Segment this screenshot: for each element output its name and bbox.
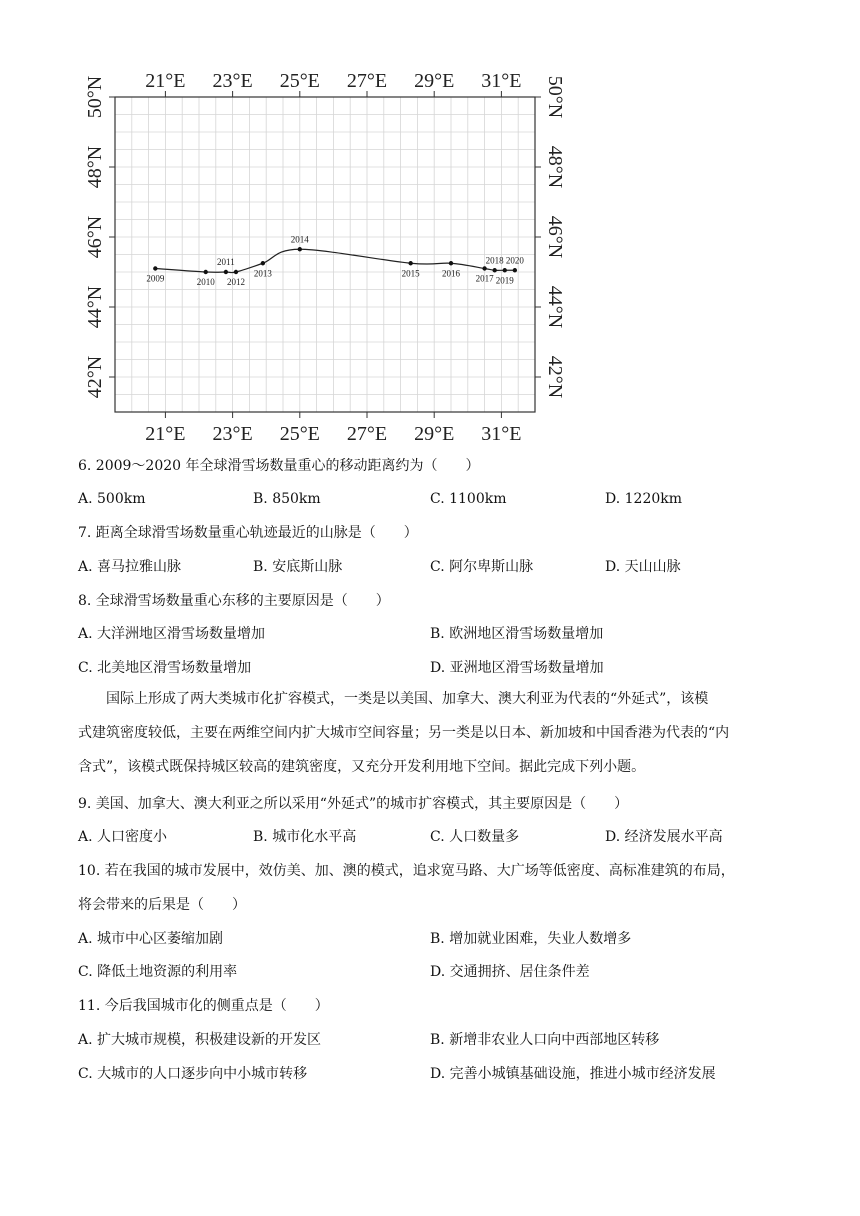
passage-line-2: 式建筑密度较低，主要在两维空间内扩大城市空间容量；另一类是以日本、新加坡和中国香港为代表的“内 — [78, 725, 730, 741]
year-label: 2020 — [505, 255, 524, 266]
year-label: 2019 — [495, 275, 514, 286]
tick-label-right: 42°N — [544, 355, 566, 399]
question-10-line-1: 10. 若在我国的城市发展中，效仿美、加、澳的模式，追求宽马路、大广场等低密度、高标准建筑的布局， — [78, 863, 735, 879]
q7-option-c[interactable]: C. 阿尔卑斯山脉 — [430, 559, 534, 575]
year-label: 2012 — [226, 277, 245, 287]
tick-label-left: 48°N — [84, 145, 106, 189]
tick-label-top: 27°E — [346, 70, 388, 92]
tick-label-bottom: 27°E — [346, 423, 388, 445]
question-7: 7. 距离全球滑雪场数量重心轨迹最近的山脉是（ ） — [78, 525, 418, 541]
tick-label-right: 46°N — [544, 215, 566, 259]
tick-label-bottom: 31°E — [481, 423, 522, 445]
q10-option-a[interactable]: A. 城市中心区萎缩加剧 — [78, 931, 224, 947]
centroid-point — [298, 247, 302, 251]
centroid-point — [492, 268, 496, 272]
centroid-point — [153, 266, 157, 270]
centroid-point — [204, 270, 208, 274]
tick-label-right: 44°N — [544, 285, 566, 329]
ski-resort-centroid-map — [80, 60, 566, 450]
q7-option-a[interactable]: A. 喜马拉雅山脉 — [78, 559, 182, 575]
q11-option-d[interactable]: D. 完善小城镇基础设施，推进小城市经济发展 — [430, 1066, 716, 1082]
q6-option-d[interactable]: D. 1220km — [605, 491, 683, 507]
centroid-point — [449, 261, 453, 265]
q8-option-d[interactable]: D. 亚洲地区滑雪场数量增加 — [430, 660, 604, 676]
tick-label-right: 50°N — [544, 75, 566, 119]
tick-label-top: 25°E — [279, 70, 320, 92]
tick-label-bottom: 23°E — [212, 423, 253, 445]
tick-label-top: 31°E — [481, 70, 522, 92]
tick-label-bottom: 25°E — [279, 423, 320, 445]
q8-option-b[interactable]: B. 欧洲地区滑雪场数量增加 — [430, 626, 604, 642]
q9-option-c[interactable]: C. 人口数量多 — [430, 829, 520, 845]
q7-option-b[interactable]: B. 安底斯山脉 — [253, 559, 343, 575]
q8-option-a[interactable]: A. 大洋洲地区滑雪场数量增加 — [78, 626, 266, 642]
centroid-trajectory-line — [155, 249, 515, 272]
tick-label-top: 29°E — [414, 70, 455, 92]
tick-label-top: 21°E — [145, 70, 186, 92]
centroid-point — [503, 268, 507, 272]
q10-option-b[interactable]: B. 增加就业困难，失业人数增多 — [430, 931, 632, 947]
year-label: 2018 — [485, 255, 504, 266]
passage-line-1: 国际上形成了两大类城市化扩容模式，一类是以美国、加拿大、澳大利亚为代表的“外延式”，该模 — [106, 691, 709, 707]
question-8: 8. 全球滑雪场数量重心东移的主要原因是（ ） — [78, 593, 390, 609]
reading-passage — [78, 682, 784, 784]
year-label: 2014 — [290, 234, 309, 245]
year-label: 2015 — [401, 268, 420, 279]
centroid-point — [482, 266, 486, 270]
tick-label-left: 46°N — [84, 215, 106, 259]
q6-option-c[interactable]: C. 1100km — [430, 491, 507, 507]
question-6: 6. 2009～2020 年全球滑雪场数量重心的移动距离约为（ ） — [78, 458, 480, 474]
question-10-line-2: 将会带来的后果是（ ） — [78, 897, 246, 913]
q11-option-c[interactable]: C. 大城市的人口逐步向中小城市转移 — [78, 1066, 308, 1082]
q11-option-a[interactable]: A. 扩大城市规模，积极建设新的开发区 — [78, 1032, 322, 1048]
q10-option-d[interactable]: D. 交通拥挤、居住条件差 — [430, 964, 590, 980]
q9-option-a[interactable]: A. 人口密度小 — [78, 829, 168, 845]
year-label: 2009 — [146, 273, 165, 284]
year-label: 2011 — [217, 257, 235, 267]
tick-label-bottom: 21°E — [145, 423, 186, 445]
q9-option-b[interactable]: B. 城市化水平高 — [253, 829, 357, 845]
passage-line-3: 含式”，该模式既保持城区较高的建筑密度，又充分开发利用地下空间。据此完成下列小题。 — [78, 759, 646, 775]
tick-label-left: 50°N — [84, 75, 106, 119]
tick-label-top: 23°E — [212, 70, 253, 92]
centroid-point — [224, 270, 228, 274]
year-label: 2016 — [442, 268, 460, 279]
question-9: 9. 美国、加拿大、澳大利亚之所以采用“外延式”的城市扩容模式，其主要原因是（ ） — [78, 796, 629, 812]
q8-option-c[interactable]: C. 北美地区滑雪场数量增加 — [78, 660, 252, 676]
centroid-point — [261, 261, 265, 265]
q6-option-a[interactable]: A. 500km — [78, 491, 146, 507]
year-label: 2013 — [253, 268, 272, 279]
q11-option-b[interactable]: B. 新增非农业人口向中西部地区转移 — [430, 1032, 660, 1048]
year-label: 2010 — [196, 277, 215, 287]
tick-label-left: 44°N — [84, 285, 106, 329]
q10-option-c[interactable]: C. 降低土地资源的利用率 — [78, 964, 238, 980]
centroid-point — [408, 261, 412, 265]
question-11: 11. 今后我国城市化的侧重点是（ ） — [78, 998, 329, 1014]
centroid-point — [513, 268, 517, 272]
year-label: 2017 — [475, 273, 494, 284]
centroid-point — [234, 270, 238, 274]
q9-option-d[interactable]: D. 经济发展水平高 — [605, 829, 723, 845]
tick-label-bottom: 29°E — [414, 423, 455, 445]
q7-option-d[interactable]: D. 天山山脉 — [605, 559, 681, 575]
tick-label-right: 48°N — [544, 145, 566, 189]
q6-option-b[interactable]: B. 850km — [253, 491, 321, 507]
tick-label-left: 42°N — [84, 355, 106, 399]
